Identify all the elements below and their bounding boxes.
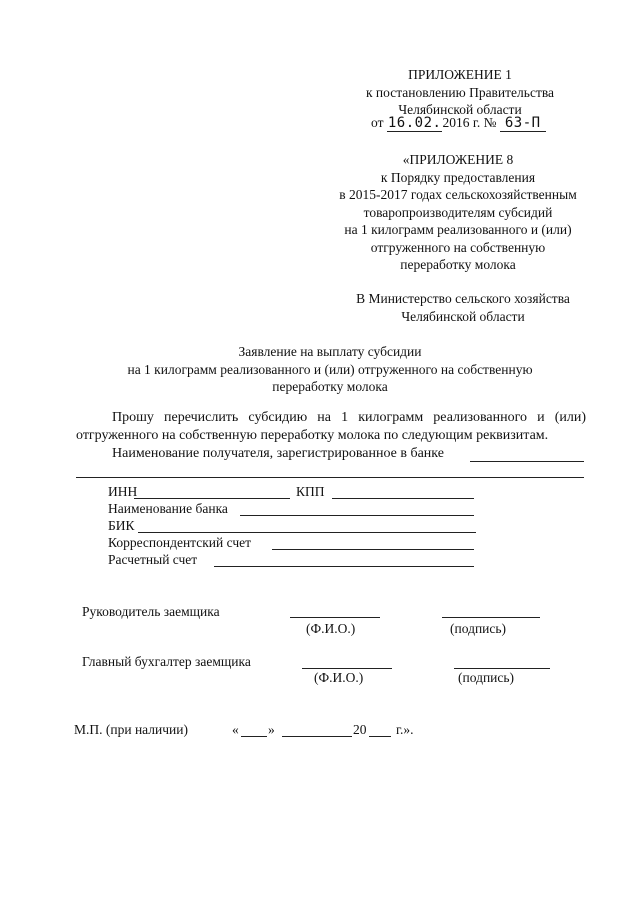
addressee-line1: В Министерство сельского хозяйства xyxy=(356,291,570,306)
addressee-block xyxy=(318,290,608,325)
account-label: Расчетный счет xyxy=(108,552,198,567)
head-fio-caption: (Ф.И.О.) xyxy=(306,621,356,636)
recipient-line[interactable] xyxy=(470,461,584,462)
accountant-label: Главный бухгалтер заемщика xyxy=(82,654,251,669)
heading-line2: на 1 килограмм реализованного и (или) отгруженного на собственную xyxy=(127,361,533,377)
appendix8-line: в 2015-2017 годах сельскохозяйственным xyxy=(339,187,577,202)
appendix1-title: ПРИЛОЖЕНИЕ 1 xyxy=(408,67,512,82)
accountant-signature-caption: (подпись) xyxy=(458,670,515,685)
stamp-label: М.П. (при наличии) xyxy=(74,722,188,737)
appendix1-line2: Челябинской области xyxy=(398,102,522,117)
appendix1-line1: к постановлению Правительства xyxy=(365,84,555,100)
date-value: 16.02. xyxy=(387,115,442,131)
decree-number: 63-П xyxy=(500,115,546,132)
appendix8-line: товаропроизводителям субсидий xyxy=(363,204,553,220)
accountant-fio-line[interactable] xyxy=(302,668,392,669)
accountant-signature-line[interactable] xyxy=(454,668,550,669)
accountant-fio-caption: (Ф.И.О.) xyxy=(314,670,364,685)
inn-label: ИНН xyxy=(108,484,138,499)
heading-line3: переработку молока xyxy=(272,379,388,394)
appendix1-date-row xyxy=(371,115,546,131)
kpp-field[interactable] xyxy=(332,498,474,499)
appendix8-title: «ПРИЛОЖЕНИЕ 8 xyxy=(402,152,514,167)
kpp-label: КПП xyxy=(296,484,325,499)
appendix1-block xyxy=(330,66,590,119)
appendix8-line: отгруженного на собственную xyxy=(370,239,546,255)
appendix8-block xyxy=(308,151,608,274)
date-quote-close: » xyxy=(268,722,275,737)
head-label: Руководитель заемщика xyxy=(82,604,220,619)
heading-line1: Заявление на выплату субсидии xyxy=(238,344,422,359)
addressee-line2: Челябинской области xyxy=(401,308,525,324)
corr-label: Корреспондентский счет xyxy=(108,535,252,550)
bik-label: БИК xyxy=(108,518,135,533)
account-field[interactable] xyxy=(214,566,474,567)
appendix8-line: к Порядку предоставления xyxy=(380,169,536,185)
bank-field[interactable] xyxy=(240,515,474,516)
bank-label: Наименование банка xyxy=(108,501,228,516)
inn-field[interactable] xyxy=(134,498,290,499)
date-day-field[interactable] xyxy=(241,736,267,737)
application-heading xyxy=(60,343,600,396)
paragraph-line1: Прошу перечислить субсидию на 1 килограмм реализованного и (или) xyxy=(112,410,586,425)
recipient-label: Наименование получателя, зарегистрированное в банке xyxy=(112,446,444,461)
date-prefix: от xyxy=(371,115,384,130)
corr-field[interactable] xyxy=(272,549,474,550)
bik-field[interactable] xyxy=(138,532,476,533)
head-fio-line[interactable] xyxy=(290,617,380,618)
appendix8-line: переработку молока xyxy=(400,257,516,272)
date-year-field[interactable] xyxy=(369,736,391,737)
date-year-prefix: 20 xyxy=(353,722,367,737)
date-suffix: 2016 г. № xyxy=(442,115,497,130)
head-signature-caption: (подпись) xyxy=(450,621,507,636)
date-month-field[interactable] xyxy=(282,736,352,737)
head-signature-line[interactable] xyxy=(442,617,540,618)
paragraph-line2: отгруженного на собственную переработку молока по следующим реквизитам. xyxy=(76,428,549,443)
date-quote-open: « xyxy=(232,722,239,737)
date-suffix-end: г.». xyxy=(396,722,414,737)
appendix8-line: на 1 килограмм реализованного и (или) xyxy=(344,222,572,237)
recipient-line-2[interactable] xyxy=(76,477,584,478)
